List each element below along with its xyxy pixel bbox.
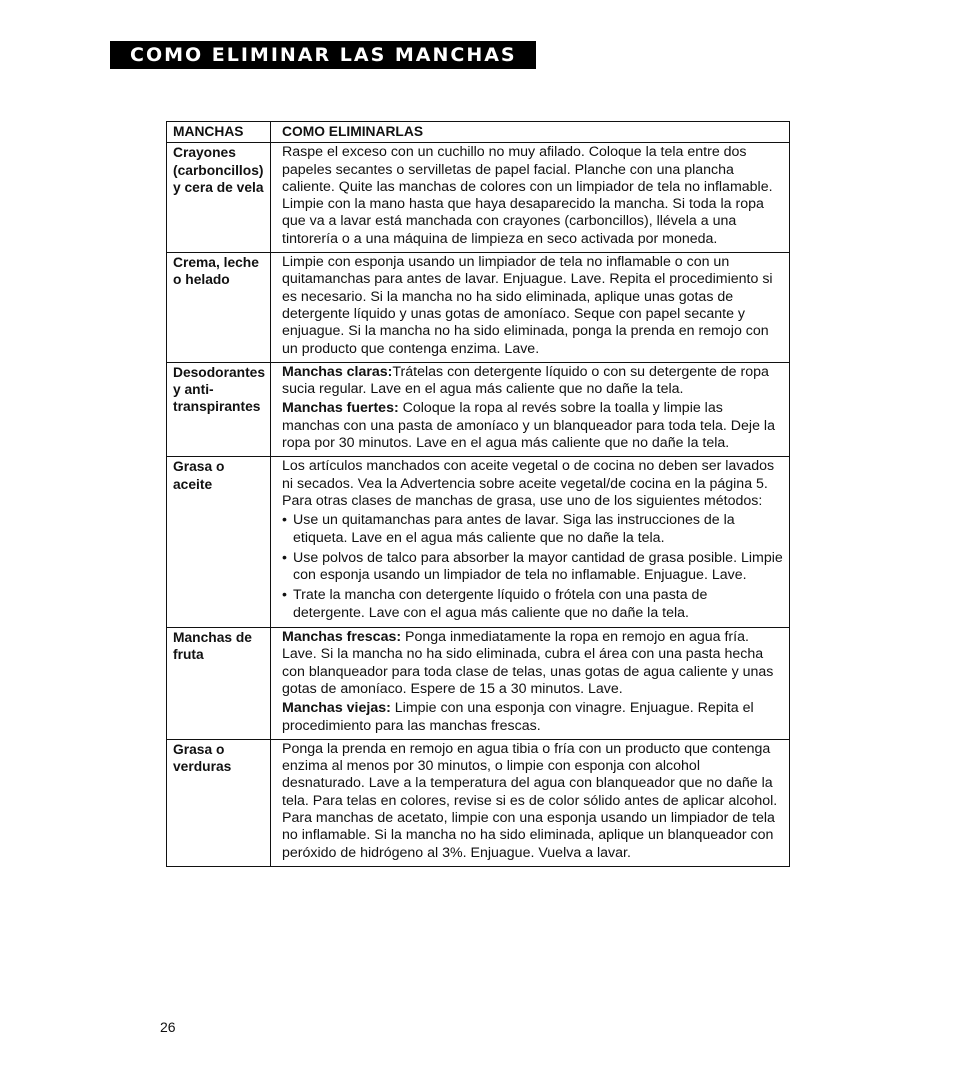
method-list xyxy=(282,512,783,622)
table-row xyxy=(167,143,790,253)
fresh-stains-label: Manchas frescas: xyxy=(282,629,402,646)
heavy-stains-label: Manchas fuertes: xyxy=(282,400,399,417)
method-paragraph xyxy=(282,400,783,452)
stain-name-fruit: Manchas de fruta xyxy=(167,628,271,740)
table-header-row xyxy=(167,122,790,143)
section-title-banner: COMO ELIMINAR LAS MANCHAS xyxy=(110,41,536,69)
table-row xyxy=(167,739,790,866)
old-stains-label: Manchas viejas: xyxy=(282,700,391,717)
old-stains-text: Limpie con una esponja con vinagre. Enjuague. Repita el procedimiento para las manchas frescas. xyxy=(282,700,754,734)
removal-method-crayons xyxy=(271,143,790,253)
bullet-icon: • xyxy=(282,587,287,604)
method-paragraph: Los artículos manchados con aceite vegetal o de cocina no deben ser lavados ni secados. Vea la Advertencia sobre aceite vegetal/de cocina en la página 5. Para otras clases de manchas de grasa, use uno de los siguientes métodos: xyxy=(282,458,775,509)
list-item: • Use polvos de talco para absorber la mayor cantidad de grasa posible. Limpie con esponja usando un limpiador de tela no inflamable. Enjuague. Lave. xyxy=(282,549,783,584)
method-paragraph xyxy=(282,700,783,735)
removal-method-grease xyxy=(271,457,790,628)
column-header-method: COMO ELIMINARLAS xyxy=(271,122,790,143)
light-stains-label: Manchas claras: xyxy=(282,363,393,380)
table-row xyxy=(167,457,790,628)
column-header-stains: MANCHAS xyxy=(167,122,271,143)
removal-method-deodorant xyxy=(271,362,790,456)
table-row xyxy=(167,628,790,740)
page-number: 26 xyxy=(160,1019,176,1035)
table-row xyxy=(167,253,790,363)
stain-name-crayons: Crayones (carboncillos) y cera de vela xyxy=(167,143,271,253)
method-paragraph: Raspe el exceso con un cuchillo no muy afilado. Coloque la tela entre dos papeles secantes o servilletas de papel facial. Planche con una plancha caliente. Quite las manchas de colores con un limpiador de tela no inflamable. Limpie con la mano hasta que haya desaparecido la mancha. Si toda la ropa que va a lavar está manchada con crayones (carboncillos), llévela a una tintorería o a una máquina de limpieza en seco activada por moneda. xyxy=(282,144,773,247)
stain-removal-table xyxy=(166,121,790,867)
stain-name-vegetables: Grasa o verduras xyxy=(167,739,271,866)
list-item: • Use un quitamanchas para antes de lavar. Siga las instrucciones de la etiqueta. Lave en el agua más caliente que no dañe la tela. xyxy=(282,512,735,546)
removal-method-cream xyxy=(271,253,790,363)
list-item: • Trate la mancha con detergente líquido o frótela con una pasta de detergente. Lave con el agua más caliente que no dañe la tela. xyxy=(282,587,708,621)
method-paragraph xyxy=(282,364,783,399)
bullet-icon: • xyxy=(282,549,287,566)
stain-name-grease: Grasa o aceite xyxy=(167,457,271,628)
removal-method-vegetables xyxy=(271,739,790,866)
bullet-icon: • xyxy=(282,512,287,529)
light-stains-text: Trátelas con detergente líquido o con su detergente de ropa sucia regular. Lave en el agua más caliente que no dañe la tela. xyxy=(282,363,769,398)
fresh-stains-text: Ponga inmediatamente la ropa en remojo en agua fría. Lave. Si la mancha no ha sido eliminada, cubra el área con una pasta hecha con blanqueador para toda clase de telas, unas gotas de agua caliente y unas gotas de amoníaco. Espere de 15 a 30 minutos. Lave. xyxy=(282,629,774,697)
method-paragraph: Limpie con esponja usando un limpiador de tela no inflamable o con un quitamanchas para antes de lavar. Enjuague. Lave. Repita el procedimiento si es necesario. Si la mancha no ha sido eliminada, aplique unas gotas de detergente líquido y unas gotas de amoníaco. Seque con papel secante y enjuague. Si la mancha no ha sido eliminada, ponga la prenda en remojo con un producto que contenga enzima. Lave. xyxy=(282,254,773,357)
stain-name-deodorant: Desodorantes y anti-transpirantes xyxy=(167,362,271,456)
removal-method-fruit xyxy=(271,628,790,740)
method-paragraph xyxy=(282,629,783,698)
table-row xyxy=(167,362,790,456)
method-paragraph: Ponga la prenda en remojo en agua tibia o fría con un producto que contenga enzima al menos por 30 minutos, o limpie con esponja con alcohol desnaturado. Lave a la temperatura del agua con blanqueador que no dañe la tela. Para telas en colores, revise si es de color sólido antes de aplicar alcohol. Para manchas de acetato, limpie con una esponja usando un limpiador de tela no inflamable. Si la mancha no ha sido eliminada, aplique un blanqueador con peróxido de hidrógeno al 3%. Enjuague. Vuelva a lavar. xyxy=(282,740,778,861)
stain-name-cream: Crema, leche o helado xyxy=(167,253,271,363)
heavy-stains-text: Coloque la ropa al revés sobre la toalla y limpie las manchas con una pasta de amoníaco y un blanqueador para toda tela. Deje la ropa por 30 minutos. Lave en el agua más caliente que no dañe la tela. xyxy=(282,400,775,452)
